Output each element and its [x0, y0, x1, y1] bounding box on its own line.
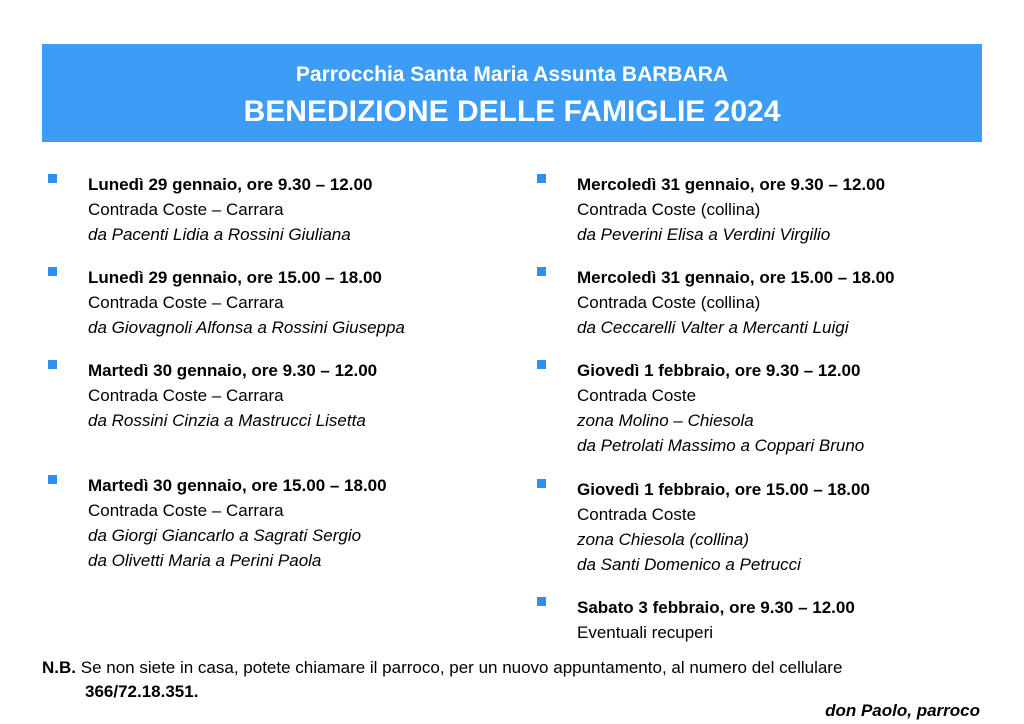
parish-name: Parrocchia Santa Maria Assunta BARBARA — [295, 63, 729, 86]
schedule-entry — [88, 473, 387, 573]
bullet-icon — [537, 597, 546, 606]
page-title: BENEDIZIONE DELLE FAMIGLIE 2024 — [243, 95, 781, 128]
bullet-icon — [537, 360, 546, 369]
schedule-entry — [577, 595, 855, 645]
bullet-icon — [48, 360, 57, 369]
schedule-entry — [88, 172, 372, 247]
entry-place: Contrada Coste – Carrara — [88, 386, 284, 405]
entry-names: da Giovagnoli Alfonsa a Rossini Giuseppa — [88, 318, 405, 337]
entry-title: Mercoledì 31 gennaio, ore 15.00 – 18.00 — [577, 268, 895, 287]
entry-title: Lunedì 29 gennaio, ore 9.30 – 12.00 — [88, 175, 373, 194]
entry-place: Contrada Coste (collina) — [577, 293, 761, 312]
entry-names: da Rossini Cinzia a Mastrucci Lisetta — [88, 411, 366, 430]
entry-title: Mercoledì 31 gennaio, ore 9.30 – 12.00 — [577, 175, 886, 194]
bullet-icon — [48, 475, 57, 484]
entry-zone: zona Molino – Chiesola — [577, 411, 754, 430]
entry-place: Contrada Coste – Carrara — [88, 501, 284, 520]
signature: don Paolo, parroco — [825, 701, 980, 720]
entry-place: Contrada Coste – Carrara — [88, 200, 284, 219]
schedule-entry — [577, 358, 864, 458]
entry-place: Contrada Coste – Carrara — [88, 293, 284, 312]
entry-place: Eventuali recuperi — [577, 623, 714, 642]
entry-title: Martedì 30 gennaio, ore 15.00 – 18.00 — [88, 476, 387, 495]
entry-place: Contrada Coste — [577, 386, 697, 405]
entry-names: da Peverini Elisa a Verdini Virgilio — [577, 225, 831, 244]
schedule-entry — [577, 172, 885, 247]
bullet-icon — [537, 267, 546, 276]
bullet-icon — [48, 267, 57, 276]
schedule-entry — [577, 477, 870, 577]
entry-names: da Santi Domenico a Petrucci — [577, 555, 801, 574]
entry-place: Contrada Coste — [577, 505, 697, 524]
schedule-entry — [88, 358, 377, 433]
header-banner — [42, 44, 982, 142]
bullet-icon — [537, 479, 546, 488]
note — [42, 656, 980, 704]
entry-names: da Pacenti Lidia a Rossini Giuliana — [88, 225, 351, 244]
entry-title: Giovedì 1 febbraio, ore 9.30 – 12.00 — [577, 361, 861, 380]
entry-title: Sabato 3 febbraio, ore 9.30 – 12.00 — [577, 598, 855, 617]
entry-names: da Giorgi Giancarlo a Sagrati Sergio — [88, 526, 362, 545]
bullet-icon — [537, 174, 546, 183]
schedule-entry — [577, 265, 895, 340]
note-label: N.B. — [42, 658, 76, 677]
entry-zone: zona Chiesola (collina) — [577, 530, 749, 549]
entry-names: da Petrolati Massimo a Coppari Bruno — [577, 436, 865, 455]
entry-names: da Olivetti Maria a Perini Paola — [88, 551, 322, 570]
entry-title: Giovedì 1 febbraio, ore 15.00 – 18.00 — [577, 480, 870, 499]
note-text: Se non siete in casa, potete chiamare il parroco, per un nuovo appuntamento, al numero del cellulare — [80, 658, 843, 677]
phone-number: 366/72.18.351. — [85, 682, 199, 701]
entry-names: da Ceccarelli Valter a Mercanti Luigi — [577, 318, 849, 337]
entry-title: Martedì 30 gennaio, ore 9.30 – 12.00 — [88, 361, 378, 380]
bullet-icon — [48, 174, 57, 183]
schedule-entry — [88, 265, 405, 340]
entry-place: Contrada Coste (collina) — [577, 200, 761, 219]
entry-title: Lunedì 29 gennaio, ore 15.00 – 18.00 — [88, 268, 382, 287]
